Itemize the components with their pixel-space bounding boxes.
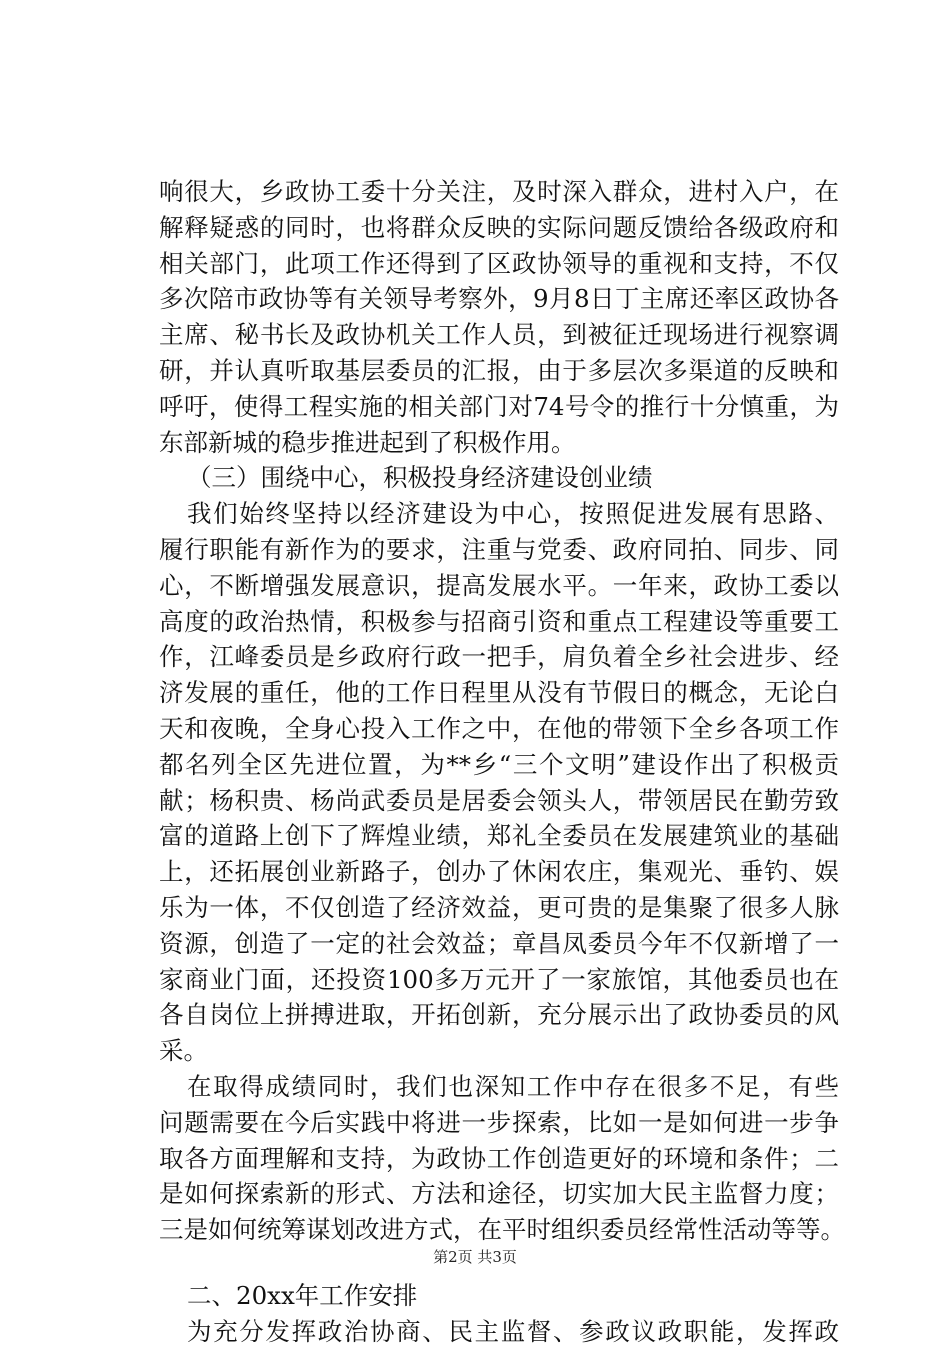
text-line: 主席、秘书长及政协机关工作人员，到被征迁现场进行视察调 <box>159 320 839 350</box>
text-line: 各自岗位上拼搏进取，开拓创新，充分展示出了政协委员的风 <box>159 1000 839 1030</box>
text-line: 上，还拓展创业新路子，创办了休闲农庄，集观光、垂钓、娱 <box>159 857 839 887</box>
text-line: 富的道路上创下了辉煌业绩，郑礼全委员在发展建筑业的基础 <box>159 821 839 851</box>
text-line: 研，并认真听取基层委员的汇报，由于多层次多渠道的反映和 <box>159 355 839 385</box>
text-line: 取各方面理解和支持，为政协工作创造更好的环境和条件；二 <box>159 1143 839 1173</box>
text-line: 作，江峰委员是乡政府行政一把手，肩负着全乡社会进步、经 <box>159 642 839 672</box>
text-line: 呼吁，使得工程实施的相关部门对74号令的推行十分慎重，为 <box>159 391 839 421</box>
text-line: 东部新城的稳步推进起到了积极作用。 <box>159 427 576 457</box>
section-heading-3: （三）围绕中心，积极投身经济建设创业绩 <box>187 463 653 493</box>
text-line: 资源，创造了一定的社会效益；章昌凤委员今年不仅新增了一 <box>159 928 839 958</box>
text-line: 多次陪市政协等有关领导考察外，9月8日丁主席还率区政协各 <box>159 284 839 314</box>
text-line: 乐为一体，不仅创造了经济效益，更可贵的是集聚了很多人脉 <box>159 892 839 922</box>
text-line: 三是如何统筹谋划改进方式，在平时组织委员经常性活动等等。 <box>159 1215 845 1245</box>
text-line: 问题需要在今后实践中将进一步探索，比如一是如何进一步争 <box>159 1107 839 1137</box>
paragraph-1 <box>159 174 839 460</box>
text-line: 解释疑惑的同时，也将群众反映的实际问题反馈给各级政府和 <box>159 212 839 242</box>
text-line: 在取得成绩同时，我们也深知工作中存在很多不足，有些 <box>187 1071 839 1101</box>
text-line: 相关部门，此项工作还得到了区政协领导的重视和支持，不仅 <box>159 248 839 278</box>
text-line: 家商业门面，还投资100多万元开了一家旅馆，其他委员也在 <box>159 964 839 994</box>
text-line: 天和夜晚，全身心投入工作之中，在他的带领下全乡各项工作 <box>159 713 839 743</box>
text-line: 我们始终坚持以经济建设为中心，按照促进发展有思路、 <box>187 499 839 529</box>
text-line: 是如何探索新的形式、方法和途径，切实加大民主监督力度； <box>159 1179 839 1209</box>
section-heading-2: 二、20xx年工作安排 <box>187 1280 418 1310</box>
text-line: 高度的政治热情，积极参与招商引资和重点工程建设等重要工 <box>159 606 839 636</box>
text-line: 采。 <box>159 1036 208 1066</box>
paragraph-4 <box>159 1314 839 1350</box>
text-line: 响很大，乡政协工委十分关注，及时深入群众，进村入户，在 <box>159 177 839 206</box>
text-line: 心，不断增强发展意识，提高发展水平。一年来，政协工委以 <box>159 570 839 600</box>
text-line: 履行职能有新作为的要求，注重与党委、政府同拍、同步、同 <box>159 534 839 564</box>
text-line: 为充分发挥政治协商、民主监督、参政议政职能，发挥政 <box>187 1316 839 1346</box>
paragraph-2 <box>159 496 839 1069</box>
document-body <box>159 174 845 1350</box>
text-line: 献；杨积贵、杨尚武委员是居委会领头人，带领居民在勤劳致 <box>159 785 839 815</box>
page-footer: 第2页 共3页 <box>433 1248 517 1266</box>
text-line: 济发展的重任，他的工作日程里从没有节假日的概念，无论白 <box>159 678 839 708</box>
text-line: 都名列全区先进位置，为**乡“三个文明”建设作出了积极贡 <box>159 749 839 779</box>
paragraph-3 <box>159 1069 845 1248</box>
